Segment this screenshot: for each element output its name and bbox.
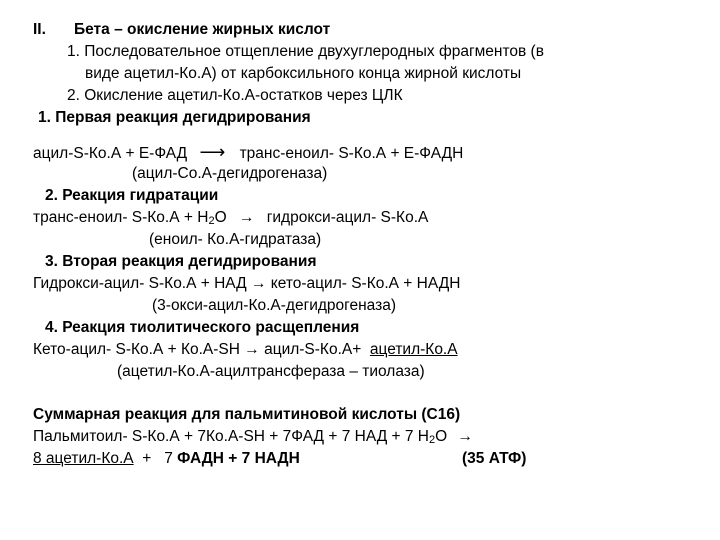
subscript-2: 2 [428,434,436,446]
step1-heading: 1. Первая реакция дегидрирования [38,109,311,126]
section-numeral: II. [33,21,46,38]
summary-line2-prefix: 8 [33,450,42,467]
reaction-arrow: → [457,428,473,445]
step3-equation: Гидрокси-ацил- S-Ко.А + НАД → кето-ацил- S-Ко.А + НАДН [33,275,461,292]
reaction-arrow: → [238,209,255,226]
step1-eq-right: транс-еноил- S-Ко.А + Е-ФАДН [239,145,464,162]
step4-equation [33,340,458,360]
summary-atp: (35 АТФ) [462,450,527,467]
summary-line1-b: О [435,428,448,445]
subscript-2: 2 [208,215,215,227]
summary-line-1 [33,427,473,447]
step4-eq-underlined: ацетил-Ко.А [369,341,458,358]
header-item-1-line-2: виде ацетил-Ко.А) от карбоксильного конца жирной кислоты [85,65,522,82]
step2-eq-right: гидрокси-ацил- S-Ко.А [266,209,429,226]
step3-enzyme: (3-окси-ацил-Ко.А-дегидрогеназа) [152,297,396,314]
step2-eq-b: О [214,209,227,226]
section-title: Бета – окисление жирных кислот [74,21,331,38]
reaction-arrow: ⟶ [199,142,226,162]
step2-eq-a: транс-еноил- S-Ко.А + Н [33,209,209,226]
summary-line2-underlined: ацетил-Ко.А [41,450,134,467]
step4-enzyme: (ацетил-Ко.А-ацилтрансфераза – тиолаза) [117,363,425,380]
step1-eq-left: ацил-S-Ко.А + Е-ФАД [33,145,188,162]
step1-equation [33,142,463,164]
step2-enzyme: (еноил- Ко.А-гидратаза) [149,231,322,248]
summary-line-2 [33,449,300,469]
header-item-2: 2. Окисление ацетил-Ко.А-остатков через ЦЛК [67,87,403,104]
step4-eq: Кето-ацил- S-Ко.А + Ко.А-SH → ацил-S-Ко.А+ [33,341,370,358]
summary-line2-bold: ФАДН + 7 НАДН [177,450,300,467]
step4-heading: 4. Реакция тиолитического расщепления [45,319,360,336]
summary-heading: Суммарная реакция для пальмитиновой кислоты (С16) [33,406,461,423]
summary-line1-a: Пальмитоил- S-Ко.А + 7Ко.А-SH + 7ФАД + 7 НАД + 7 Н [33,428,429,445]
step2-equation [33,208,428,228]
step2-heading: 2. Реакция гидратации [45,187,219,204]
step3-heading: 3. Вторая реакция дегидрирования [45,253,317,270]
step1-enzyme: (ацил-Со.А-дегидрогеназа) [132,165,328,182]
summary-line2-mid: + 7 [133,450,178,467]
header-item-1-line-1: 1. Последовательное отщепление двухуглеродных фрагментов (в [67,43,544,60]
